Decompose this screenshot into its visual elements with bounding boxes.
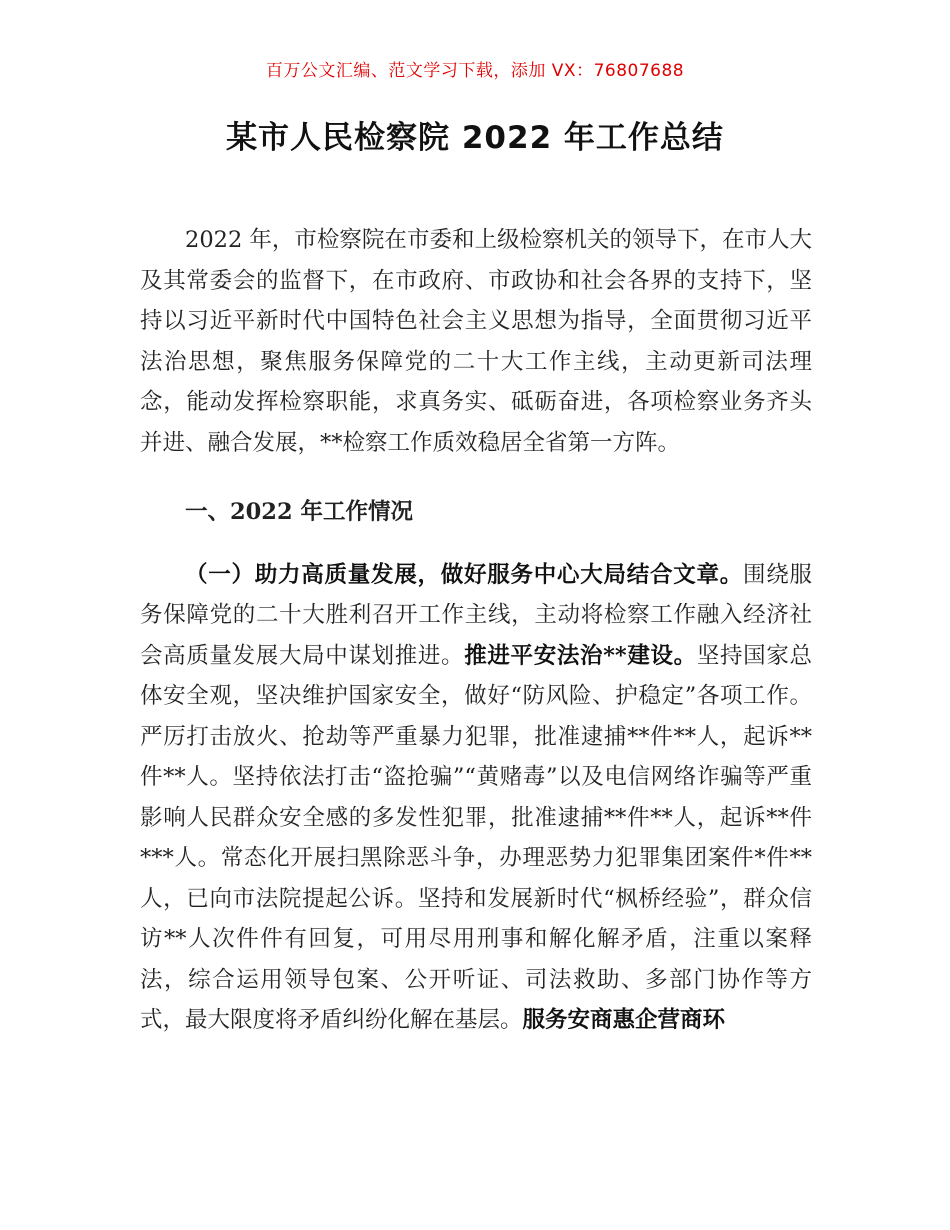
subsection-lead: （一）助力高质量发展，做好服务中心大局结合文章。 <box>185 561 743 588</box>
paragraph-text-1: 围绕服务保障党的二十大胜利召开工作主线，主动将检察工作融入经济社会高质量发展大局中谋划推进。 <box>140 561 812 669</box>
document-title: 某市人民检察院 2022 年工作总结 <box>226 120 724 156</box>
paragraph-text-2: 坚持国家总体安全观，坚决维护国家安全，做好“防风险、护稳定”各项工作。严厉打击放火、抢劫等严重暴力犯罪，批准逮捕**件**人，起诉**件**人。坚持依法打击“盗抢骗”“黄赌毒”以及电信网络诈骗等严重影响人民群众安全感的多发性犯罪，批准逮捕**件**人，起诉**件***人。常态化开展扫黑除恶斗争，办理恶势力犯罪集团案件*件**人，已向市法院提起公诉。坚持和发展新时代“枫桥经验”，群众信访**人次件件有回复，可用尽用刑事和解化解矛盾，注重以案释法，综合运用领导包案、公开听证、司法救助、多部门协作等方式，最大限度将矛盾纠纷化解在基层。 <box>140 642 812 1033</box>
bold-phrase-safety: 推进平安法治**建设。 <box>464 642 697 669</box>
bold-phrase-business: 服务安商惠企营商环 <box>522 1007 726 1033</box>
section-heading: 一、2022 年工作情况 <box>185 499 413 525</box>
subsection-paragraph <box>140 555 812 1041</box>
promo-banner: 百万公文汇编、范文学习下载，添加 VX：76807688 <box>265 61 685 81</box>
document-body <box>140 220 812 1041</box>
intro-paragraph: 2022 年，市检察院在市委和上级检察机关的领导下，在市人大及其常委会的监督下，在市政府、市政协和社会各界的支持下，坚持以习近平新时代中国特色社会主义思想为指导，全面贯彻习近平法治思想，聚焦服务保障党的二十大工作主线，主动更新司法理念，能动发挥检察职能，求真务实、砥砺奋进，各项检察业务齐头并进、融合发展，**检察工作质效稳居全省第一方阵。 <box>140 227 812 456</box>
